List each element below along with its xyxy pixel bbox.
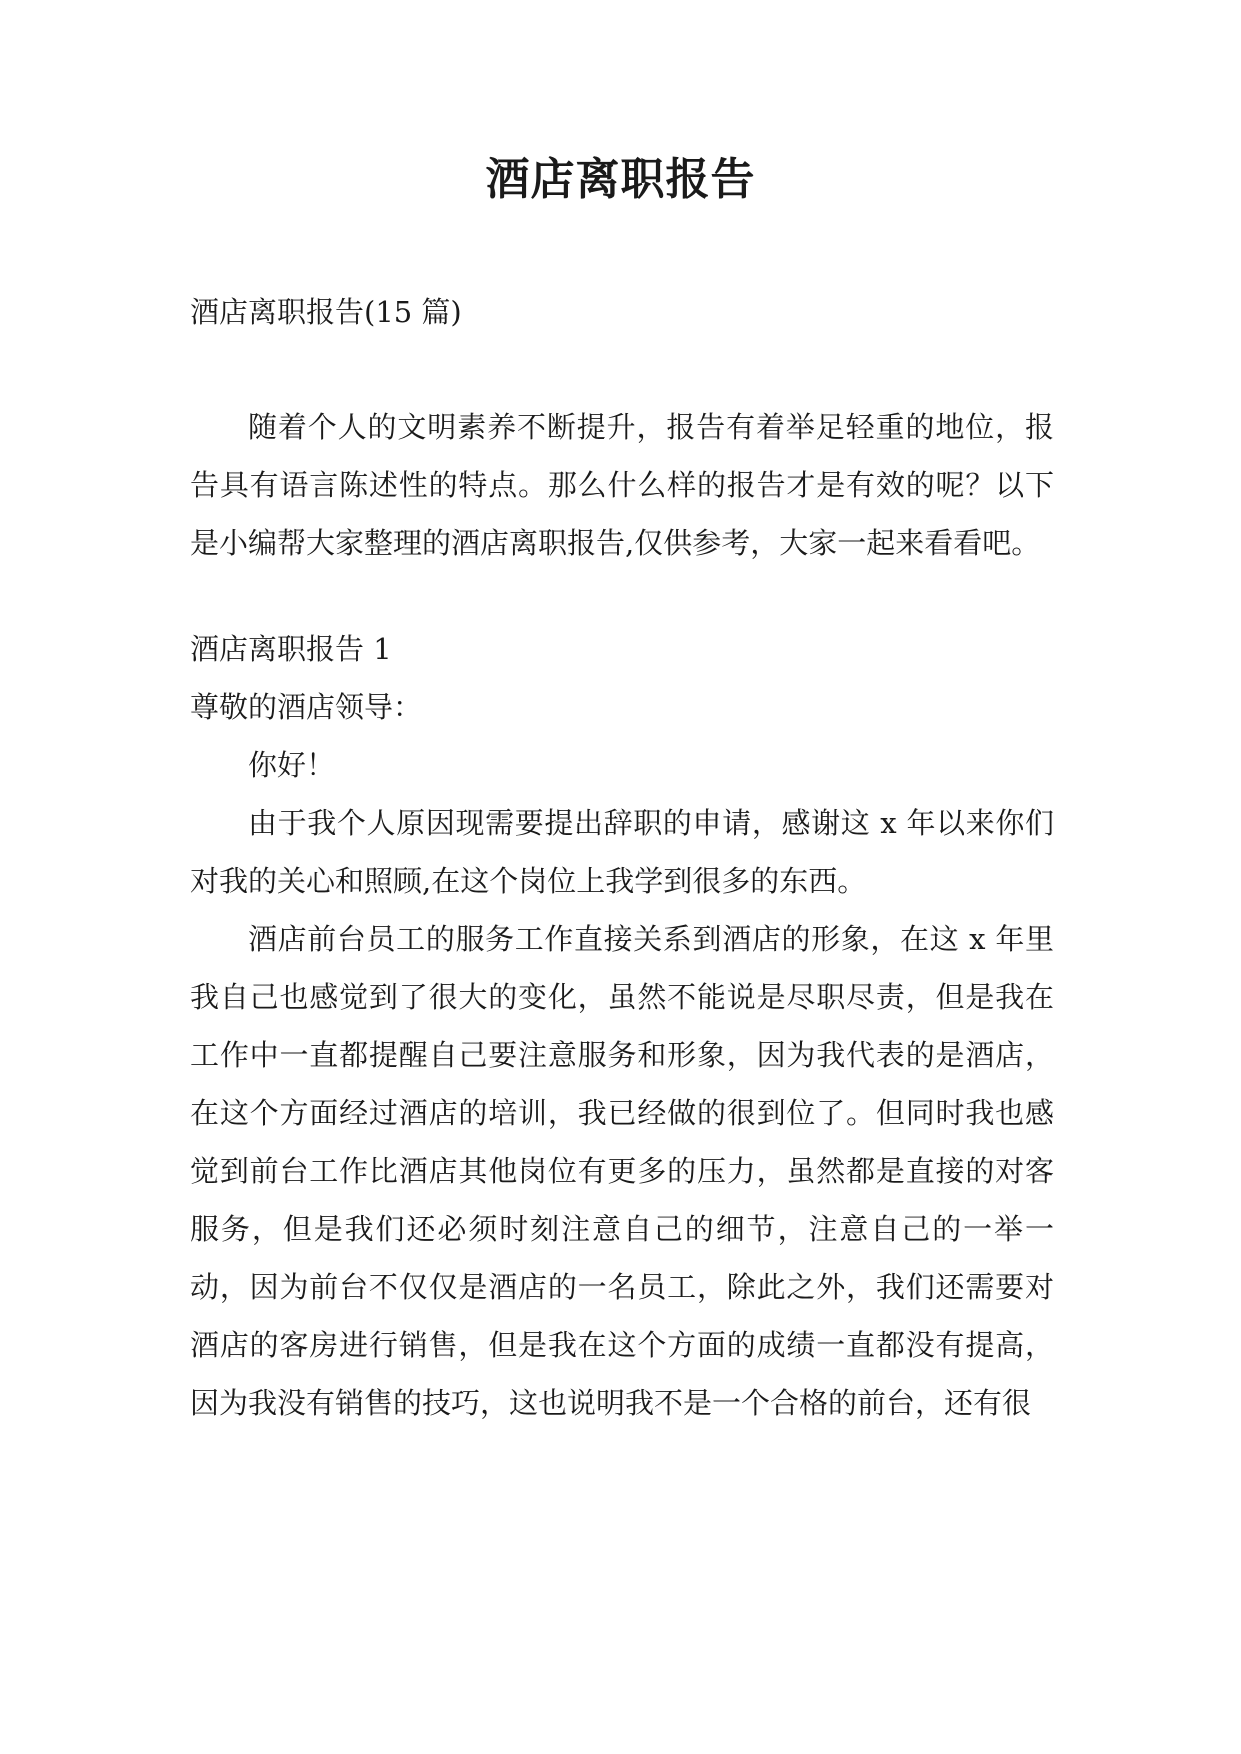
document-subtitle: 酒店离职报告(15 篇) [190, 295, 462, 329]
document-body [190, 288, 1054, 1432]
salutation: 尊敬的酒店领导： [190, 690, 423, 724]
body-paragraph: 由于我个人原因现需要提出辞职的申请，感谢这 x 年以来你们对我的关心和照顾,在这个岗位上我学到很多的东西。 [190, 806, 1054, 898]
section-heading: 酒店离职报告 1 [190, 632, 392, 666]
intro-paragraph: 随着个人的文明素养不断提升，报告有着举足轻重的地位，报告具有语言陈述性的特点。那么什么样的报告才是有效的呢？以下是小编帮大家整理的酒店离职报告,仅供参考，大家一起来看看吧。 [190, 410, 1054, 560]
document-title: 酒店离职报告 [485, 154, 756, 205]
letter-section [190, 620, 1054, 1432]
greeting: 你好！ [248, 748, 336, 782]
body-paragraph: 酒店前台员工的服务工作直接关系到酒店的形象，在这 x 年里我自己也感觉到了很大的变化，虽然不能说是尽职尽责，但是我在工作中一直都提醒自己要注意服务和形象，因为我代表的是酒店，在这个方面经过酒店的培训，我已经做的很到位了。但同时我也感觉到前台工作比酒店其他岗位有更多的压力，虽然都是直接的对客服务，但是我们还必须时刻注意自己的细节，注意自己的一举一动，因为前台不仅仅是酒店的一名员工，除此之外，我们还需要对酒店的客房进行销售，但是我在这个方面的成绩一直都没有提高，因为我没有销售的技巧，这也说明我不是一个合格的前台，还有很 [190, 922, 1054, 1420]
